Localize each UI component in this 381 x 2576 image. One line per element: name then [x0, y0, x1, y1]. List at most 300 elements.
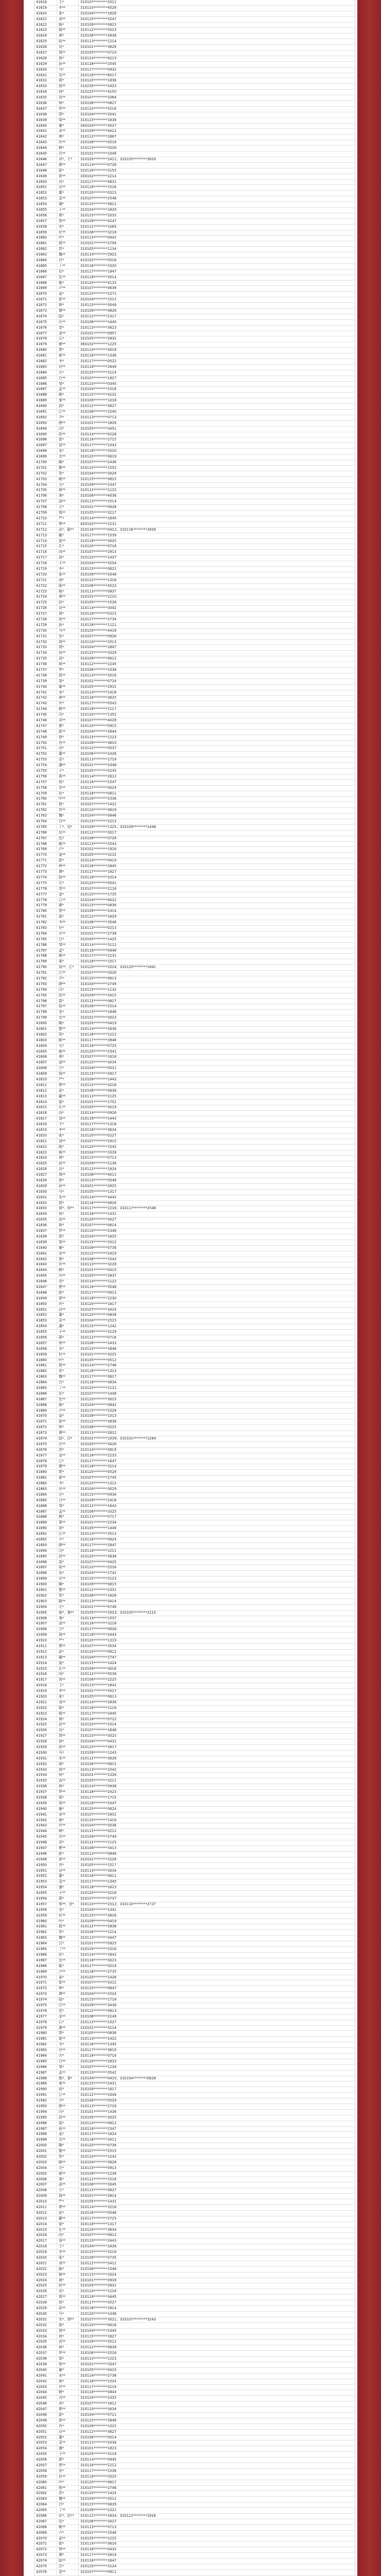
applicant-name: 周** — [57, 1734, 79, 1739]
row-number: 41707 — [34, 499, 57, 504]
row-number: 41681 — [34, 353, 57, 359]
table-row — [34, 1094, 355, 1100]
applicant-name: 何* — [57, 1773, 79, 1778]
row-number: 41789 — [34, 959, 57, 964]
table-row — [34, 2531, 355, 2536]
row-number: 41690 — [34, 404, 57, 409]
row-number: 42043 — [34, 2385, 57, 2390]
row-number: 41712 — [34, 528, 57, 533]
id-number: 310106********1543 — [80, 1257, 117, 1261]
table-row — [34, 0, 355, 6]
applicant-name: 田** — [57, 185, 79, 190]
applicant-name: 张* — [57, 1133, 79, 1139]
table-row — [34, 2048, 355, 2054]
id-number: 310107********2813 — [80, 550, 117, 554]
table-row — [34, 1251, 355, 1257]
applicant-name: 徐* — [57, 2300, 79, 2306]
id-number: 310110********0915 — [80, 723, 117, 728]
row-number: 41662 — [34, 247, 57, 252]
row-number: 41728 — [34, 617, 57, 622]
table-row — [34, 685, 355, 690]
id-number: 310114********1122 — [80, 1279, 117, 1284]
table-row — [34, 1537, 355, 1543]
table-row — [34, 1638, 355, 1644]
applicant-name: 王** — [57, 561, 79, 566]
applicant-name: 雷* — [57, 1560, 79, 1565]
row-number: 42031 — [34, 2317, 57, 2323]
table-row — [34, 999, 355, 1005]
applicant-name: 黄* — [57, 1156, 79, 1161]
table-row — [34, 1240, 355, 1246]
table-row — [34, 1588, 355, 1594]
row-number: 41906 — [34, 1616, 57, 1621]
row-number: 41679 — [34, 342, 57, 347]
table-row — [34, 1936, 355, 1941]
row-number: 41962 — [34, 1930, 57, 1935]
id-number: 310120********0619 — [80, 454, 117, 459]
id-number: 310117********2345 — [80, 1879, 117, 1884]
id-number: 310107********1422 — [80, 802, 117, 807]
applicant-name: 石* — [57, 2020, 79, 2025]
applicant-name: 谢* — [57, 1807, 79, 1812]
id-number: 310117********3216 — [80, 2384, 117, 2389]
id-number: 310115********2817 — [80, 1072, 117, 1076]
applicant-name: 郭** — [57, 84, 79, 89]
table-row — [34, 2037, 355, 2042]
applicant-name: 汪* — [57, 2564, 79, 2569]
id-number: 310107********2746 — [80, 2485, 117, 2490]
applicant-name: 邓* — [57, 2401, 79, 2406]
row-number: 41674 — [34, 314, 57, 319]
applicant-name: 汪* — [57, 881, 79, 886]
id-number: 310109********1243 — [80, 1750, 117, 1755]
table-row — [34, 1027, 355, 1032]
row-number: 41759 — [34, 791, 57, 796]
id-number: 310114********3112 — [80, 942, 117, 947]
id-number: 310113********0846 — [80, 1851, 117, 1856]
table-row — [34, 1734, 355, 1739]
row-number: 41646 — [34, 157, 57, 162]
applicant-name: 姚** — [57, 2525, 79, 2530]
id-number: 310112********1629 — [80, 914, 117, 919]
table-row — [34, 1150, 355, 1156]
applicant-name: 金** — [57, 2014, 79, 2020]
row-number: 41889 — [34, 1520, 57, 1526]
id-number: 310120********0313 — [80, 191, 117, 195]
row-number: 41896 — [34, 1560, 57, 1565]
table-row — [34, 235, 355, 241]
table-row — [34, 1330, 355, 1335]
row-number: 41975 — [34, 2003, 57, 2008]
row-number: 41926 — [34, 1728, 57, 1733]
applicant-name: 范** — [57, 2570, 79, 2575]
table-row — [34, 382, 355, 387]
row-number: 41779 — [34, 903, 57, 908]
applicant-name: 万* — [57, 1627, 79, 1632]
applicant-name: 张* — [57, 11, 79, 16]
table-row — [34, 2374, 355, 2379]
table-row — [34, 561, 355, 567]
id-number: 310105********0419 — [80, 1021, 117, 1026]
table-row — [34, 1891, 355, 1896]
table-row — [34, 819, 355, 825]
id-number: 310112********0538 — [80, 1672, 117, 1676]
row-number: 41898 — [34, 1571, 57, 1576]
row-number: 41798 — [34, 1010, 57, 1015]
applicant-name: 张* — [57, 2256, 79, 2261]
applicant-name: 侯** — [57, 1004, 79, 1009]
table-row — [34, 831, 355, 836]
applicant-name: 严* — [57, 2199, 79, 2205]
row-number: 41778 — [34, 898, 57, 903]
row-number: 41858 — [34, 1347, 57, 1352]
id-number: 310105********2411；310105********262X — [80, 157, 157, 161]
table-row — [34, 230, 355, 236]
table-row — [34, 1060, 355, 1066]
table-row — [34, 2547, 355, 2553]
table-row — [34, 1363, 355, 1369]
id-number: 310104********1341 — [80, 1907, 117, 1912]
applicant-name: 潘* — [57, 202, 79, 207]
applicant-name: 龚* — [57, 494, 79, 499]
row-number: 41730 — [34, 629, 57, 634]
row-number: 41944 — [34, 1829, 57, 1834]
id-number: 310104********2524 — [80, 1992, 117, 1996]
id-number: 310118********0725 — [80, 1043, 117, 1048]
row-number: 41732 — [34, 640, 57, 645]
id-number: 310116********3155 — [80, 168, 117, 173]
table-row — [34, 1823, 355, 1829]
applicant-name: 武*、陈** — [57, 528, 79, 533]
row-number: 41718 — [34, 561, 57, 566]
table-row — [34, 1049, 355, 1055]
applicant-name: 廖** — [57, 2026, 79, 2031]
applicant-name: 曾** — [57, 1296, 79, 1301]
applicant-name: 肖* — [57, 1863, 79, 1868]
id-number: 310118********2735 — [80, 1969, 117, 1974]
row-number: 41951 — [34, 1869, 57, 1874]
id-number: 310105********1528 — [80, 600, 117, 605]
id-number: 310112********3017 — [80, 830, 117, 835]
row-number: 41653 — [34, 196, 57, 201]
id-number: 310109********2048 — [80, 572, 117, 577]
id-number: 310115********1132 — [80, 987, 117, 992]
id-number: 310114********4213 — [80, 56, 117, 60]
row-number: 41746 — [34, 718, 57, 723]
applicant-name: 沈** — [57, 1958, 79, 1963]
row-number: 41671 — [34, 297, 57, 302]
id-number: 310105********1425 — [80, 937, 117, 941]
table-row — [34, 550, 355, 555]
applicant-name: 石* — [57, 336, 79, 342]
applicant-name: 沈* — [57, 2519, 79, 2524]
id-number: 310110********1552 — [80, 465, 117, 470]
row-number: 41853 — [34, 1318, 57, 1324]
table-row — [34, 1773, 355, 1778]
table-row — [34, 1751, 355, 1756]
id-number: 310115********0839 — [80, 2502, 117, 2507]
id-number: 310109********3436 — [80, 2003, 117, 2007]
table-row — [34, 1318, 355, 1324]
id-number: 310109********3512 — [80, 2340, 117, 2344]
table-row — [34, 84, 355, 90]
id-number: 310106********0514 — [80, 2435, 117, 2439]
id-number: 310104********2747 — [80, 1655, 117, 1659]
row-number: 41864 — [34, 1380, 57, 1385]
id-number: 310113********2542 — [80, 1767, 117, 1772]
row-number: 41725 — [34, 600, 57, 605]
row-number: 41739 — [34, 679, 57, 684]
id-number: 310112********1634；310112********1816 — [80, 2514, 156, 2518]
applicant-name: 董* — [57, 191, 79, 196]
row-number: 41752 — [34, 752, 57, 757]
applicant-name: 段** — [57, 2115, 79, 2121]
id-number: 310112********0716 — [80, 1335, 117, 1340]
id-number: 310113********0213 — [80, 925, 117, 930]
row-number: 41815 — [34, 1105, 57, 1110]
id-number: 310115********4232 — [80, 393, 117, 397]
id-number: 310105********2931 — [80, 684, 117, 689]
row-number: 41695 — [34, 432, 57, 437]
applicant-name: 孙** — [57, 62, 79, 67]
row-number: 41879 — [34, 1464, 57, 1469]
applicant-name: 唐** — [57, 696, 79, 701]
table-row — [34, 2026, 355, 2031]
applicant-name: 何* — [57, 1212, 79, 1217]
applicant-name: 秦** — [57, 398, 79, 403]
id-number: 310113********2514 — [80, 499, 117, 504]
table-row — [34, 1487, 355, 1493]
applicant-name: 田** — [57, 2430, 79, 2435]
id-number: 310112********5023 — [80, 28, 117, 32]
applicant-name: 卢** — [57, 286, 79, 291]
applicant-name: 孔** — [57, 1105, 79, 1110]
applicant-name: 马* — [57, 2312, 79, 2317]
applicant-name: 莫* — [57, 2222, 79, 2227]
row-number: 41982 — [34, 2042, 57, 2047]
table-row — [34, 427, 355, 432]
row-number: 42014 — [34, 2222, 57, 2227]
id-number: 310109********3810 — [80, 740, 117, 745]
table-row — [34, 634, 355, 640]
row-number: 41644 — [34, 146, 57, 151]
row-number: 41621 — [34, 17, 57, 22]
row-number: 41751 — [34, 746, 57, 751]
row-number: 41624 — [34, 33, 57, 39]
applicant-name: 夏** — [57, 1476, 79, 1481]
row-number: 41706 — [34, 494, 57, 499]
table-row — [34, 724, 355, 730]
applicant-name: 宋** — [57, 129, 79, 134]
row-number: 41711 — [34, 522, 57, 527]
table-row — [34, 1212, 355, 1217]
id-number: 310115********0913 — [80, 2165, 117, 2170]
id-number: 310117********3445 — [80, 1711, 117, 1716]
applicant-name: 黎** — [57, 1027, 79, 1032]
row-number: 42017 — [34, 2239, 57, 2244]
id-number: 310107********2745 — [80, 1476, 117, 1480]
id-number: 310107********0638 — [80, 286, 117, 291]
applicant-name: 韩** — [57, 707, 79, 712]
id-number: 310112********1125 — [80, 1840, 117, 1845]
applicant-name: 马* — [57, 1751, 79, 1756]
id-number: 310104********1626 — [80, 2244, 117, 2249]
id-number: 310115********2617 — [80, 1744, 117, 1749]
row-number: 41893 — [34, 1543, 57, 1548]
id-number: 310106********0225 — [80, 1425, 117, 1430]
applicant-name: 孟** — [57, 2071, 79, 2076]
row-number: 41947 — [34, 1846, 57, 1851]
id-number: 310113********0713 — [80, 2524, 117, 2529]
id-number: 310113********3447 — [80, 1936, 117, 1940]
applicant-name: 高* — [57, 656, 79, 662]
applicant-name: 于** — [57, 1330, 79, 1335]
row-number: 42006 — [34, 2177, 57, 2182]
table-row — [34, 33, 355, 39]
table-row — [34, 1846, 355, 1852]
table-row — [34, 842, 355, 848]
id-number: 310110********1418 — [80, 1818, 117, 1822]
applicant-name: 罗** — [57, 1229, 79, 1234]
table-row — [34, 2256, 355, 2261]
table-row — [34, 1021, 355, 1027]
row-number: 42047 — [34, 2407, 57, 2412]
applicant-name: 黎** — [57, 1588, 79, 1593]
table-row — [34, 2278, 355, 2284]
applicant-name: 程** — [57, 2486, 79, 2491]
row-number: 41773 — [34, 870, 57, 875]
id-number: 310116********3445 — [80, 2295, 117, 2299]
table-row — [34, 2121, 355, 2127]
id-number: 310112********2838 — [80, 1924, 117, 1929]
row-number: 41775 — [34, 881, 57, 886]
applicant-name: 姚* — [57, 281, 79, 286]
id-number: 310116********2545 — [80, 61, 117, 66]
table-row — [34, 1296, 355, 1302]
id-number: 310113********1848 — [80, 1346, 117, 1351]
applicant-name: 汪** — [57, 2003, 79, 2008]
table-row — [34, 2558, 355, 2564]
row-number: 42050 — [34, 2424, 57, 2429]
id-number: 310107********1228 — [80, 2064, 117, 2069]
applicant-name: 石** — [57, 898, 79, 903]
row-number: 41703 — [34, 477, 57, 482]
id-number: 310104********2515 — [80, 1318, 117, 1323]
applicant-name: 杜** — [57, 1913, 79, 1919]
row-number: 41837 — [34, 1229, 57, 1234]
id-number: 310113********2125 — [80, 1094, 117, 1098]
applicant-name: 任* — [57, 1953, 79, 1958]
table-row — [34, 1116, 355, 1122]
table-row — [34, 50, 355, 56]
id-number: 310112********1643 — [80, 1503, 117, 1508]
id-number: 310117********1043 — [80, 443, 117, 448]
applicant-name: 袁** — [57, 1318, 79, 1324]
applicant-name: 钱** — [57, 1072, 79, 1077]
table-row — [34, 1778, 355, 1784]
row-number: 41835 — [34, 1217, 57, 1223]
row-number: 41731 — [34, 634, 57, 639]
table-row — [34, 1291, 355, 1296]
row-number: 41833 — [34, 1206, 57, 1211]
row-number: 41993 — [34, 2104, 57, 2109]
id-number: 310105********3217 — [80, 511, 117, 515]
table-row — [34, 516, 355, 522]
row-number: 41772 — [34, 864, 57, 869]
row-number: 41692 — [34, 415, 57, 420]
applicant-name: 梁** — [57, 1801, 79, 1806]
id-number: 310107********0812 — [80, 2233, 117, 2238]
table-row — [34, 1571, 355, 1577]
applicant-name: 王* — [57, 1122, 79, 1127]
id-number: 310109********1018 — [80, 398, 117, 403]
applicant-name: 高** — [57, 95, 79, 100]
id-number: 310117********1318 — [80, 1122, 117, 1127]
id-number: 310101********2234 — [80, 1520, 117, 1525]
table-row — [34, 752, 355, 757]
row-number: 41902 — [34, 1594, 57, 1599]
row-number: 41658 — [34, 225, 57, 230]
id-number: 310114********2746 — [80, 1363, 117, 1368]
table-row — [34, 264, 355, 269]
table-row — [34, 1565, 355, 1571]
row-number: 42067 — [34, 2519, 57, 2524]
applicant-name: 邵** — [57, 499, 79, 504]
id-number: 310116********1323 — [80, 1369, 117, 1374]
table-row — [34, 774, 355, 780]
row-number: 41943 — [34, 1823, 57, 1828]
row-number: 41909 — [34, 1633, 57, 1638]
applicant-name: 潘** — [57, 763, 79, 768]
applicant-name: 徐** — [57, 617, 79, 622]
applicant-name: 贺* — [57, 2155, 79, 2160]
id-number: 310104********1625 — [80, 1234, 117, 1239]
row-number: 41845 — [34, 1274, 57, 1279]
table-row — [34, 1122, 355, 1128]
table-row — [34, 1621, 355, 1627]
table-row — [34, 2054, 355, 2059]
row-number: 42024 — [34, 2278, 57, 2283]
table-row — [34, 483, 355, 488]
applicant-name: 邹* — [57, 1504, 79, 1509]
id-number: 310116********1547 — [80, 779, 117, 784]
row-number: 41767 — [34, 836, 57, 841]
id-number: 310120********3218 — [80, 1891, 117, 1895]
id-number: 310106********2516 — [80, 2351, 117, 2355]
applicant-name: 罗* — [57, 668, 79, 673]
table-row — [34, 73, 355, 79]
id-number: 310105********1517 — [80, 1862, 117, 1867]
row-number: 41927 — [34, 1734, 57, 1739]
id-number: 310117********0543 — [80, 701, 117, 706]
applicant-name: 贾* — [57, 1470, 79, 1475]
table-row — [34, 1206, 355, 1212]
row-number: 41737 — [34, 668, 57, 673]
applicant-name: 蔡** — [57, 219, 79, 224]
applicant-name: 段** — [57, 432, 79, 437]
row-number: 41726 — [34, 606, 57, 611]
table-row — [34, 763, 355, 769]
id-number: 310120********2833 — [80, 2059, 117, 2063]
id-number: 310107********1648 — [80, 1728, 117, 1733]
row-number: 41935 — [34, 1778, 57, 1784]
applicant-name: 董* — [57, 2435, 79, 2441]
row-number: 41836 — [34, 1223, 57, 1228]
table-row — [34, 1324, 355, 1330]
row-number: 41630 — [34, 67, 57, 73]
id-number: 310117********0527 — [80, 2300, 117, 2305]
applicant-name: 夏** — [57, 2037, 79, 2042]
